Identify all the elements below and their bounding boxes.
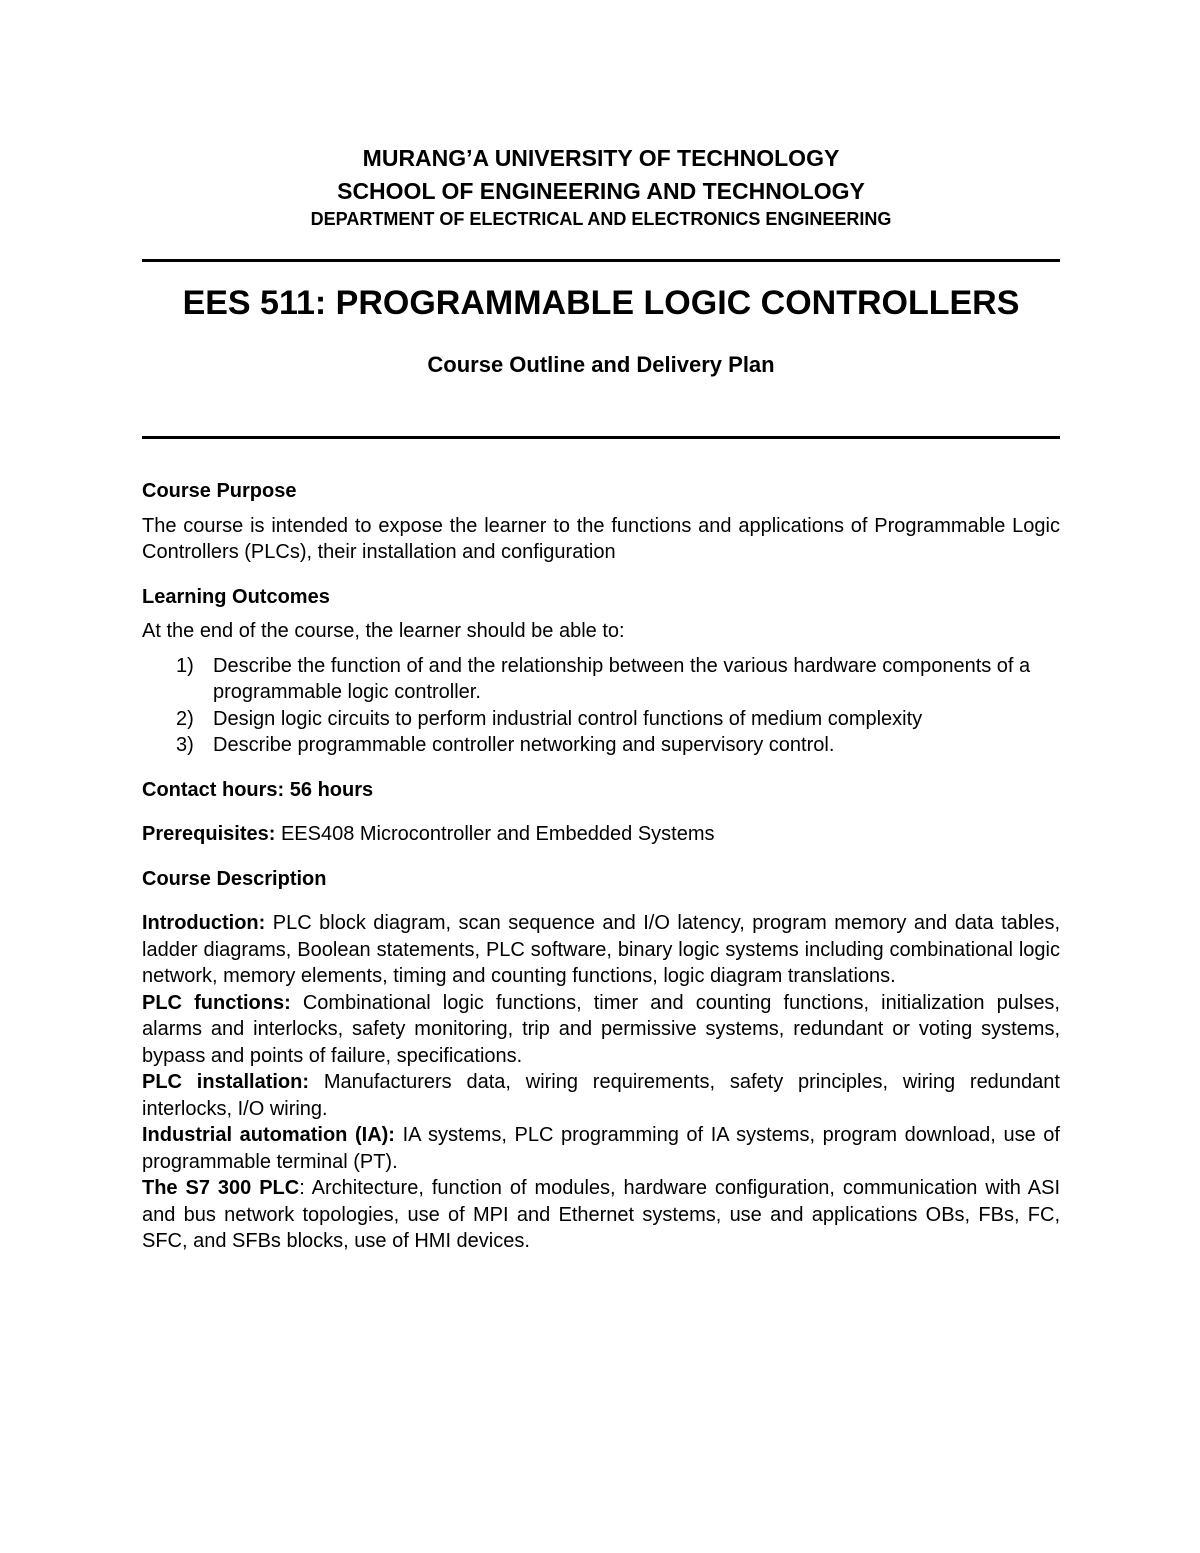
list-item-number: 1) xyxy=(176,654,194,677)
course-title: EES 511: PROGRAMMABLE LOGIC CONTROLLERS xyxy=(182,284,1020,322)
list-item xyxy=(142,706,1060,733)
topic-label: PLC installation: xyxy=(142,1071,310,1093)
contact-hours: Contact hours: 56 hours xyxy=(142,778,374,801)
topic-text: : Architecture, function of modules, hardware configuration, communication with ASI and bus network topologies, use of MPI and Ethernet systems, use and applications OBs, FBs, FC, SFC, and SFBs blocks, use of HMI devices. xyxy=(142,1177,1060,1252)
topic-paragraph xyxy=(142,1122,1060,1175)
document-body xyxy=(142,478,1060,1255)
list-item-text: Describe programmable controller networking and supervisory control. xyxy=(213,734,835,756)
list-item-text: Describe the function of and the relationship between the various hardware components of a programmable logic controller. xyxy=(213,654,1031,703)
topic-text: IA systems, PLC programming of IA systems, program download, use of programmable terminal (PT). xyxy=(142,1124,1060,1173)
prerequisites-value: EES408 Microcontroller and Embedded Systems xyxy=(275,823,715,845)
learning-outcomes-heading: Learning Outcomes xyxy=(142,585,330,608)
university-name: MURANG’A UNIVERSITY OF TECHNOLOGY xyxy=(362,145,840,171)
prerequisites xyxy=(142,821,1060,848)
learning-outcomes-intro: At the end of the course, the learner should be able to: xyxy=(142,620,625,642)
learning-outcomes-list xyxy=(142,653,1060,759)
topic-text: PLC block diagram, scan sequence and I/O latency, program memory and data tables, ladder diagrams, Boolean statements, PLC software, binary logic systems including combinational logic network, memory elements, timing and counting functions, logic diagram translations. xyxy=(142,912,1060,987)
course-description-heading: Course Description xyxy=(142,867,327,890)
topic-paragraph xyxy=(142,1175,1060,1255)
list-item xyxy=(142,732,1060,759)
list-item-number: 3) xyxy=(176,734,194,756)
bottom-divider xyxy=(142,436,1060,439)
topic-text: Manufacturers data, wiring requirements, safety principles, wiring redundant interlocks, I/O wiring. xyxy=(142,1071,1060,1120)
course-purpose-heading: Course Purpose xyxy=(142,480,297,502)
list-item xyxy=(142,653,1060,706)
department-name: DEPARTMENT OF ELECTRICAL AND ELECTRONICS ENGINEERING xyxy=(310,209,892,229)
topic-paragraph xyxy=(142,1069,1060,1122)
course-subtitle: Course Outline and Delivery Plan xyxy=(427,352,775,377)
topic-paragraph xyxy=(142,910,1060,990)
top-divider xyxy=(142,259,1060,262)
prerequisites-label: Prerequisites: xyxy=(142,823,276,845)
topic-label: The S7 300 PLC xyxy=(142,1177,300,1199)
topic-label: Introduction: xyxy=(142,912,266,934)
topic-text: Combinational logic functions, timer and counting functions, initialization pulses, alarms and interlocks, safety monitoring, trip and permissive systems, redundant or voting systems, bypass and points of failure, specifications. xyxy=(142,991,1060,1067)
topic-label: PLC functions: xyxy=(142,991,291,1014)
list-item-number: 2) xyxy=(176,707,194,730)
course-purpose-text: The course is intended to expose the learner to the functions and applications of Programmable Logic Controllers (PLCs), their installation and configuration xyxy=(142,514,1060,563)
list-item-text: Design logic circuits to perform industrial control functions of medium complexity xyxy=(213,707,923,730)
school-name: SCHOOL OF ENGINEERING AND TECHNOLOGY xyxy=(337,178,865,204)
topic-paragraph xyxy=(142,990,1060,1070)
topic-label: Industrial automation (IA): xyxy=(142,1124,395,1146)
